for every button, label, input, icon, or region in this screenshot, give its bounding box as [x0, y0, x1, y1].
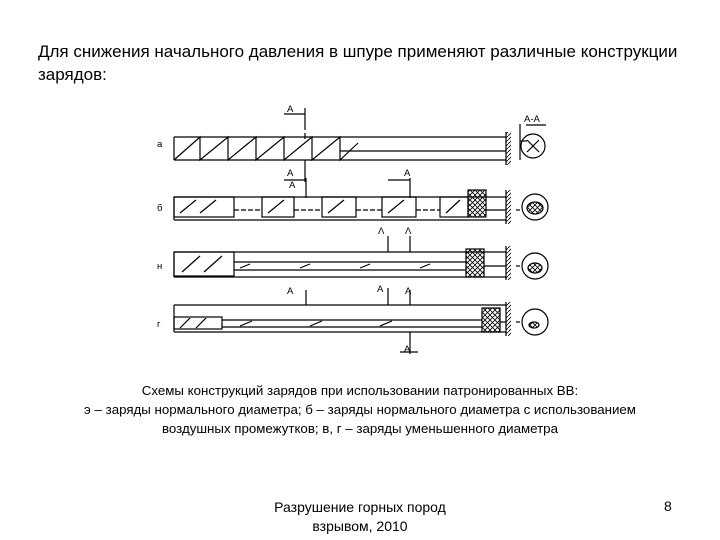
section-mark-a-top: А — [287, 104, 294, 115]
row-label-a: а — [157, 139, 163, 150]
row-g-section-view — [516, 309, 548, 335]
section-mark-g-mid: А — [377, 284, 384, 295]
footer-line-1: Разрушение горных пород — [274, 499, 446, 515]
caption-line-3: воздушных промежутков; в, г – заряды уменьшенного диаметра — [162, 421, 558, 436]
row-label-b: б — [157, 203, 163, 214]
row-b-stemming — [468, 190, 511, 224]
section-mark-g-left: А — [287, 286, 294, 297]
section-mark-g-right: А — [405, 286, 412, 297]
slide-title: Для снижения начального давления в шпуре применяют различные конструкции зарядов: — [38, 42, 678, 84]
row-label-v: н — [157, 261, 163, 272]
section-mark-g-bottom: А — [404, 344, 411, 355]
section-mark-b-left: А — [289, 180, 296, 191]
row-b-section-view — [516, 194, 548, 220]
section-mark-b-right: А — [404, 168, 411, 179]
row-g-charge — [174, 305, 506, 332]
section-mark-v-right: Λ — [405, 226, 412, 237]
row-v-charge — [174, 252, 506, 277]
row-v-section-view — [516, 253, 548, 279]
footer-line-2: взрывом, 2010 — [312, 518, 408, 534]
figure-caption — [40, 381, 680, 438]
row-a-wall — [506, 132, 511, 165]
section-mark-v-left: Λ — [378, 226, 385, 237]
row-b-charge — [174, 197, 506, 220]
page-number: 8 — [664, 498, 672, 514]
caption-line-2: э – заряды нормального диаметра; б – заряды нормального диаметра с использованием — [84, 402, 636, 417]
caption-line-1: Схемы конструкций зарядов при использовании патронированных ВВ: — [141, 383, 579, 398]
row-a-section-view — [520, 124, 546, 160]
slide-footer — [230, 498, 490, 536]
section-mark-a-bottom: А — [287, 168, 294, 179]
row-b-section-lines — [306, 178, 410, 198]
row-label-g: г — [157, 319, 161, 330]
row-v-stemming — [466, 246, 511, 280]
row-v-section-lines — [388, 236, 410, 252]
section-aa-label: А-А — [524, 114, 540, 125]
row-g-stemming — [482, 302, 511, 336]
row-a-charge — [174, 137, 506, 160]
row-g-section-lines — [306, 288, 418, 354]
